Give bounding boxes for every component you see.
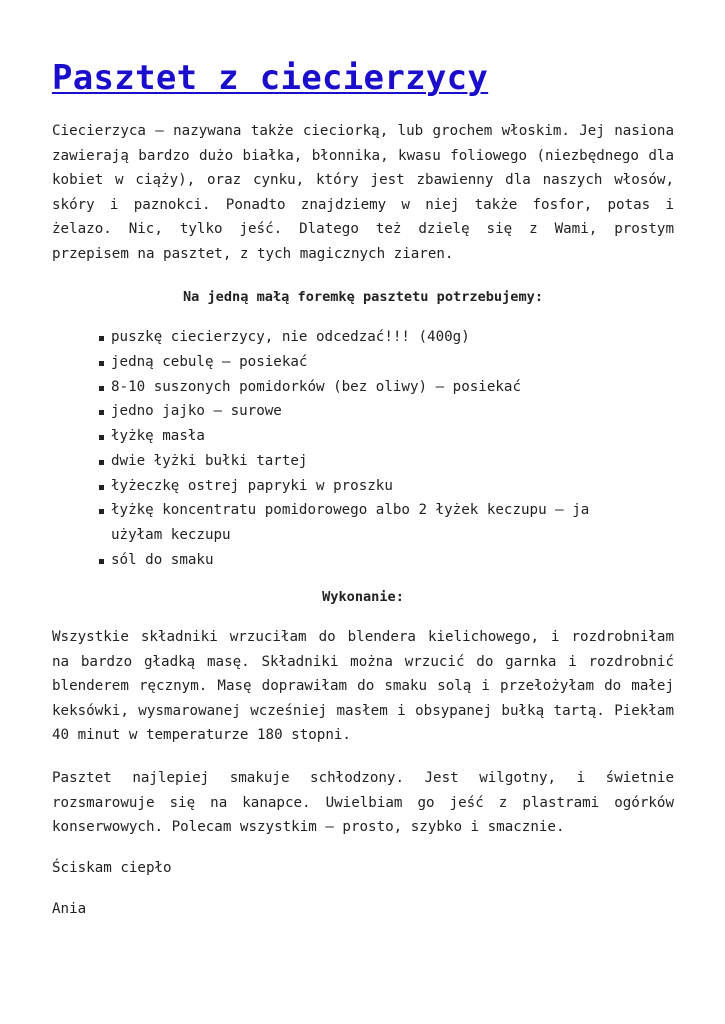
bullet-icon bbox=[99, 435, 104, 440]
bullet-icon bbox=[99, 361, 104, 366]
ingredient-text: łyżkę koncentratu pomidorowego albo 2 łyżek keczupu – ja użyłam keczupu bbox=[111, 502, 590, 543]
ingredients-heading: Na jedną małą foremkę pasztetu potrzebujemy: bbox=[182, 289, 544, 305]
list-item bbox=[98, 424, 618, 449]
list-item bbox=[98, 498, 618, 548]
ingredient-text: puszkę ciecierzycy, nie odcedzać!!! (400g) bbox=[111, 329, 470, 345]
list-item bbox=[98, 375, 618, 400]
bullet-icon bbox=[99, 336, 104, 341]
ingredient-text: sól do smaku bbox=[111, 551, 214, 568]
ingredient-text: 8-10 suszonych pomidorków (bez oliwy) – posiekać bbox=[111, 378, 521, 395]
ingredient-text: jedno jajko – surowe bbox=[111, 403, 282, 420]
list-item bbox=[98, 474, 618, 499]
page-title bbox=[52, 54, 488, 102]
ingredient-text: dwie łyżki bułki tartej bbox=[111, 452, 308, 469]
greeting: Ściskam ciepło bbox=[52, 860, 172, 876]
list-item bbox=[98, 325, 618, 350]
list-item bbox=[98, 399, 618, 424]
bullet-icon bbox=[99, 485, 104, 490]
title-link[interactable]: Pasztet z ciecierzycy bbox=[52, 58, 489, 98]
bullet-icon bbox=[99, 386, 104, 391]
list-item bbox=[98, 548, 618, 573]
ingredient-text: łyżkę masła bbox=[111, 428, 205, 444]
ingredient-text: łyżeczkę ostrej papryki w proszku bbox=[111, 477, 393, 494]
bullet-icon bbox=[99, 559, 104, 564]
bullet-icon bbox=[99, 460, 104, 465]
ingredient-text: jedną cebulę – posiekać bbox=[111, 353, 308, 370]
intro-paragraph: Ciecierzyca – nazywana także cieciorką, lub grochem włoskim. Jej nasiona zawierają bardzo dużo białka, błonnika, kwasu foliowego (niezbędnego dla kobiet w ciąży), oraz cynku, który jest zbawienny dla naszych włosów, skóry i paznokci. Ponadto znajdziemy w niej także fosfor, potas i żelazo. Nic, tylko jeść. Dlatego też dzielę się z Wami, prostym przepisem na pasztet, z tych magicznych ziaren. bbox=[52, 123, 674, 262]
list-item bbox=[98, 449, 618, 474]
signature: Ania bbox=[52, 901, 87, 917]
method-heading: Wykonanie: bbox=[322, 589, 404, 605]
method-paragraph: Wszystkie składniki wrzuciłam do blendera kielichowego, i rozdrobniłam na bardzo gładką masę. Składniki można wrzucić do garnka i rozdrobnić blenderem ręcznym. Masę doprawiłam do smaku solą i przełożyłam do małej keksówki, wysmarowanej wcześniej masłem i obsypanej bułką tartą. Piekłam 40 minut w temperaturze 180 stopni. bbox=[52, 629, 674, 744]
closing-paragraph: Pasztet najlepiej smakuje schłodzony. Jest wilgotny, i świetnie rozsmarowuje się na kanapce. Uwielbiam go jeść z plastrami ogórków konserwowych. Polecam wszystkim – prosto, szybko i smacznie. bbox=[52, 770, 674, 836]
bullet-icon bbox=[99, 509, 104, 514]
bullet-icon bbox=[99, 410, 104, 415]
ingredients-list bbox=[98, 325, 618, 573]
list-item bbox=[98, 350, 618, 375]
